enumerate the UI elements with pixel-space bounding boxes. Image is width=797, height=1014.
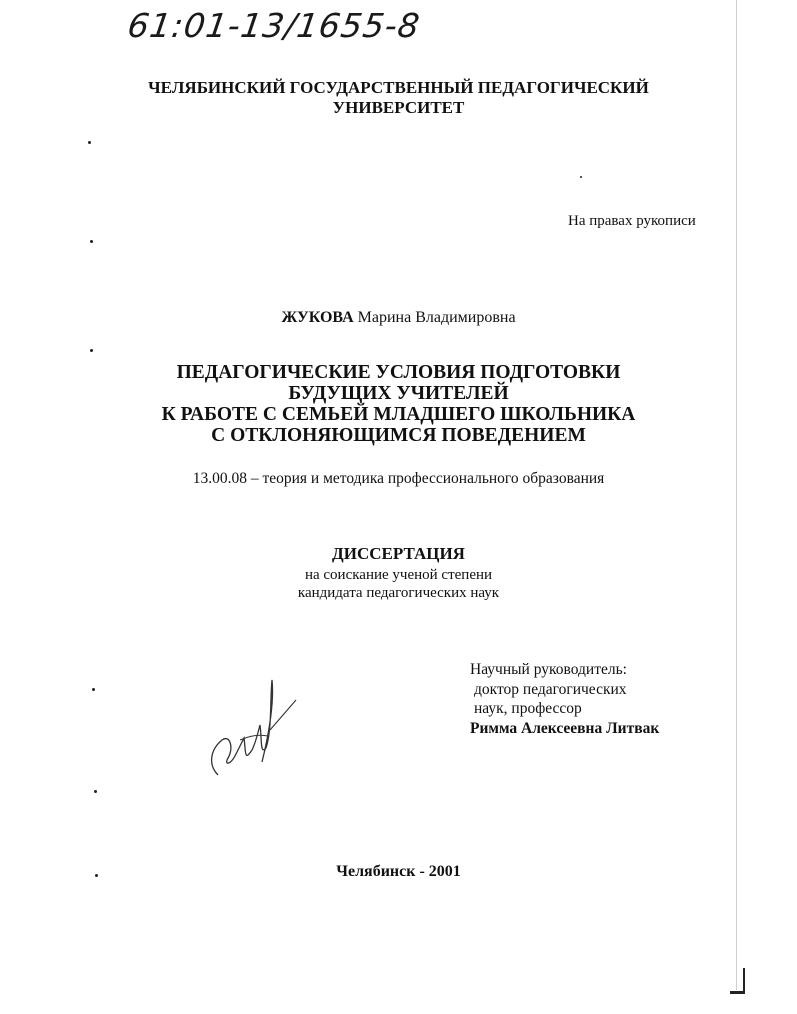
- title-line: ПЕДАГОГИЧЕСКИЕ УСЛОВИЯ ПОДГОТОВКИ: [176, 362, 621, 383]
- degree-line-1: на соискание ученой степени: [304, 567, 493, 583]
- university-line-1: ЧЕЛЯБИНСКИЙ ГОСУДАРСТВЕННЫЙ ПЕДАГОГИЧЕСКИЙ: [148, 78, 649, 97]
- author-surname: ЖУКОВА: [281, 309, 354, 326]
- specialty-code: 13.00.08 – теория и методика профессионального образования: [192, 470, 605, 487]
- scan-dot: [88, 141, 91, 144]
- supervisor-label: Научный руководитель:: [470, 661, 627, 678]
- scan-dot: [90, 240, 93, 243]
- scan-corner-mark: [730, 991, 744, 994]
- place-and-year: Челябинск - 2001: [336, 863, 461, 880]
- scan-dot: [580, 176, 582, 178]
- supervisor-name: Римма Алексеевна Литвак: [470, 719, 660, 737]
- title-line: С ОТКЛОНЯЮЩИМСЯ ПОВЕДЕНИЕМ: [211, 425, 586, 446]
- university-line-2: УНИВЕРСИТЕТ: [332, 98, 465, 117]
- scan-dot: [92, 688, 95, 691]
- title-line: БУДУЩИХ УЧИТЕЛЕЙ: [288, 383, 509, 404]
- scan-dot: [90, 349, 93, 352]
- scan-edge-line: [736, 0, 737, 990]
- supervisor-block: [470, 660, 659, 738]
- dissertation-heading: ДИССЕРТАЦИЯ: [332, 544, 465, 563]
- supervisor-degree-2: наук, профессор: [474, 700, 582, 717]
- scan-corner-mark: [743, 968, 745, 994]
- manuscript-rights-note: На правах рукописи: [568, 213, 696, 229]
- handwritten-archive-number: 61:01-13/1655-8: [125, 6, 423, 45]
- title-line: К РАБОТЕ С СЕМЬЕЙ МЛАДШЕГО ШКОЛЬНИКА: [161, 404, 636, 425]
- supervisor-degree-1: доктор педагогических: [474, 680, 627, 698]
- author-name: [0, 309, 797, 327]
- author-given-names: Марина Владимировна: [357, 309, 516, 326]
- dissertation-title: [0, 362, 797, 446]
- handwritten-signature: [200, 670, 300, 785]
- degree-line-2: кандидата педагогических наук: [297, 585, 500, 601]
- scan-dot: [94, 790, 97, 793]
- university-name: [0, 78, 797, 118]
